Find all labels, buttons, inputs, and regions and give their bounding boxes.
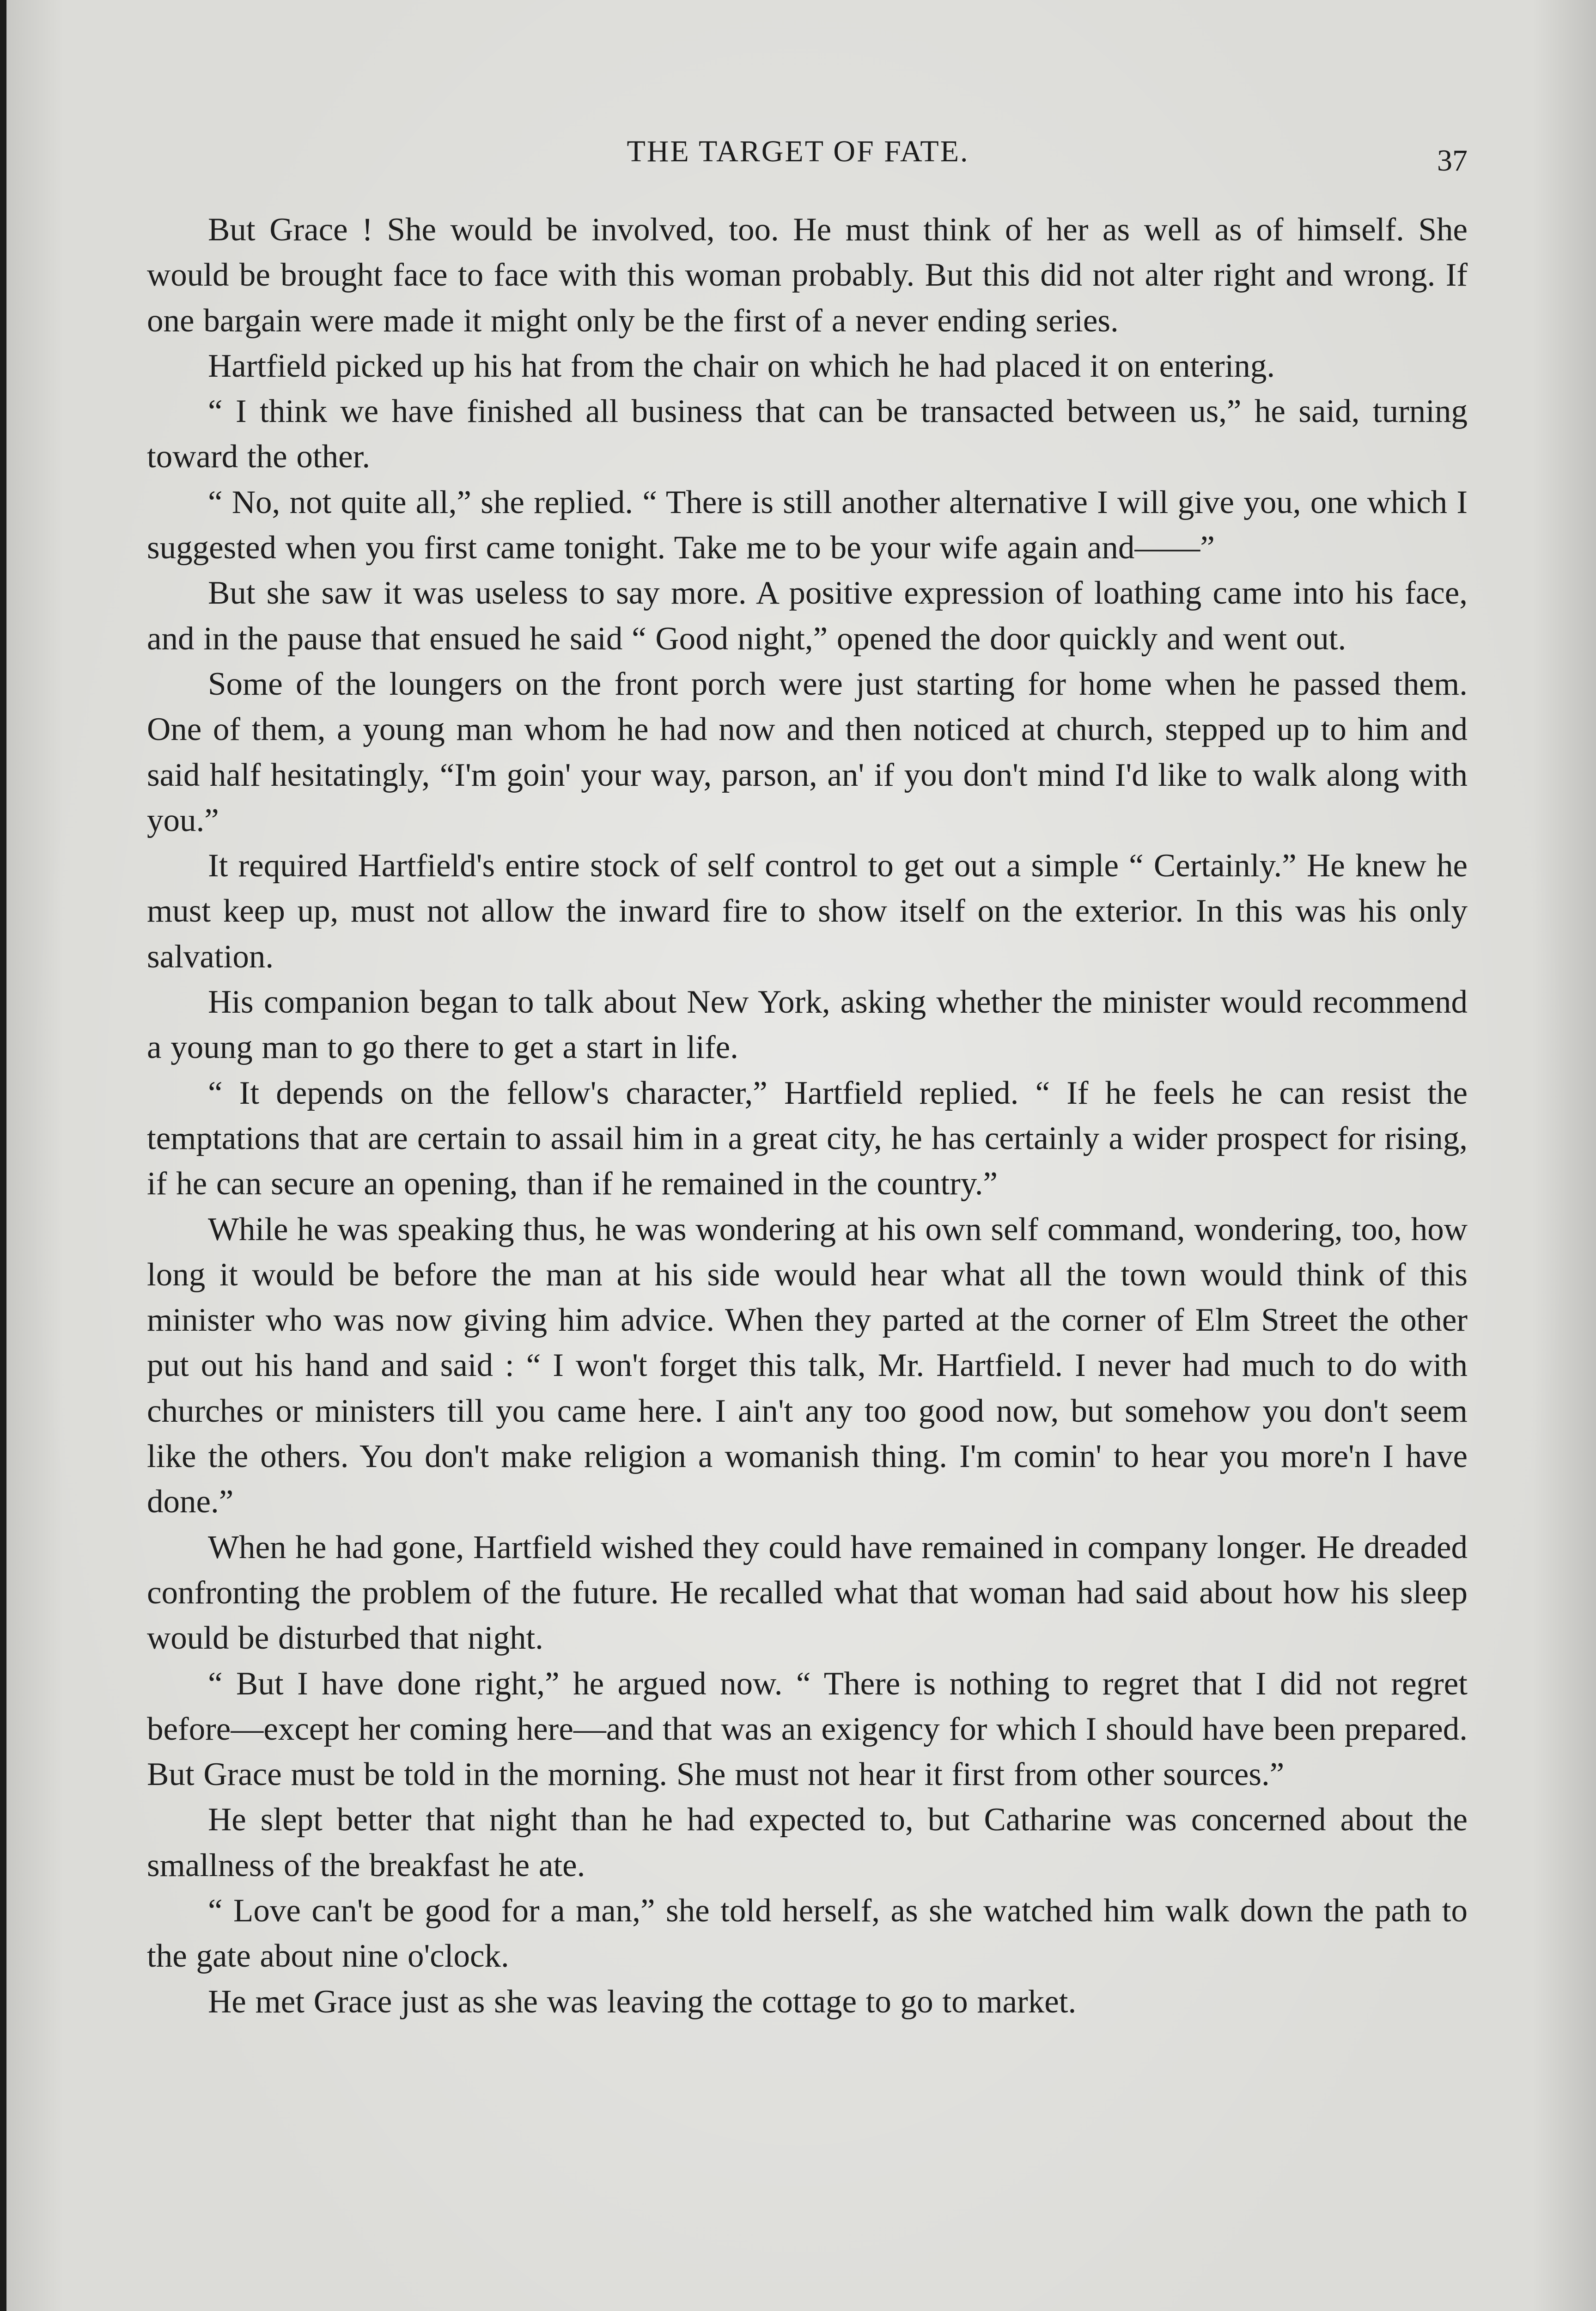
page-edge-shadow (0, 0, 6, 2311)
body-text (147, 207, 1468, 2024)
paragraph: While he was speaking thus, he was wondering at his own self command, wondering, too, how long it would be before the man at his side would hear what all the town would think of this minister who was now giving him advice. When they parted at the corner of Elm Street the other put out his hand and said : “ I won't forget this talk, Mr. Hartfield. I never had much to do with churches or ministers till you came here. I ain't any too good now, but somehow you don't seem like the others. You don't make religion a womanish thing. I'm comin' to hear you more'n I have done.” (147, 1211, 1468, 1520)
paragraph: His companion began to talk about New York, asking whether the minister would recommend a young man to go there to get a start in life. (147, 984, 1468, 1066)
paragraph: When he had gone, Hartfield wished they could have remained in company longer. He dreaded confronting the problem of the future. He recalled what that woman had said about how his sleep would be disturbed that night. (147, 1529, 1468, 1657)
paragraph: It required Hartfield's entire stock of self control to get out a simple “ Certainly.” He knew he must keep up, must not allow the inward fire to show itself on the exterior. In this was his only salvation. (147, 848, 1468, 975)
paragraph: He slept better that night than he had expected to, but Catharine was concerned about the smallness of the breakfast he ate. (147, 1802, 1468, 1883)
paragraph: But Grace ! She would be involved, too. He must think of her as well as of himself. She would be brought face to face with this woman probably. But this did not alter right and wrong. If one bargain were made it might only be the first of a never ending series. (147, 212, 1468, 339)
paragraph: “ It depends on the fellow's character,” Hartfield replied. “ If he feels he can resist the temptations that are certain to assail him in a great city, he has certainly a wider prospect for rising, if he can secure an opening, than if he remained in the country.” (147, 1075, 1468, 1202)
paragraph: “ But I have done right,” he argued now. “ There is nothing to regret that I did not regret before—except her coming here—and that was an exigency for which I should have been prepared. But Grace must be told in the morning. She must not hear it first from other sources.” (147, 1665, 1468, 1793)
paragraph: “ Love can't be good for a man,” she told herself, as she watched him walk down the path to the gate about nine o'clock. (147, 1892, 1468, 1975)
paragraph: He met Grace just as she was leaving the cottage to go to market. (208, 1983, 1077, 2020)
page-number: 37 (1437, 144, 1468, 177)
running-head: THE TARGET OF FATE. (627, 135, 969, 168)
paragraph: “ I think we have finished all business that can be transacted between us,” he said, turning toward the other. (147, 393, 1468, 475)
paragraph: Hartfield picked up his hat from the chair on which he had placed it on entering. (208, 348, 1275, 384)
paragraph: But she saw it was useless to say more. A positive expression of loathing came into his face, and in the pause that ensued he said “ Good night,” opened the door quickly and went out. (147, 575, 1468, 657)
paragraph: “ No, not quite all,” she replied. “ There is still another alternative I will give you, one which I suggested when you first came tonight. Take me to be your wife again and——” (147, 484, 1468, 566)
paragraph: Some of the loungers on the front porch were just starting for home when he passed them. One of them, a young man whom he had now and then noticed at church, stepped up to him and said half hesitatingly, “I'm goin' your way, parson, an' if you don't mind I'd like to walk along with you.” (147, 666, 1468, 838)
